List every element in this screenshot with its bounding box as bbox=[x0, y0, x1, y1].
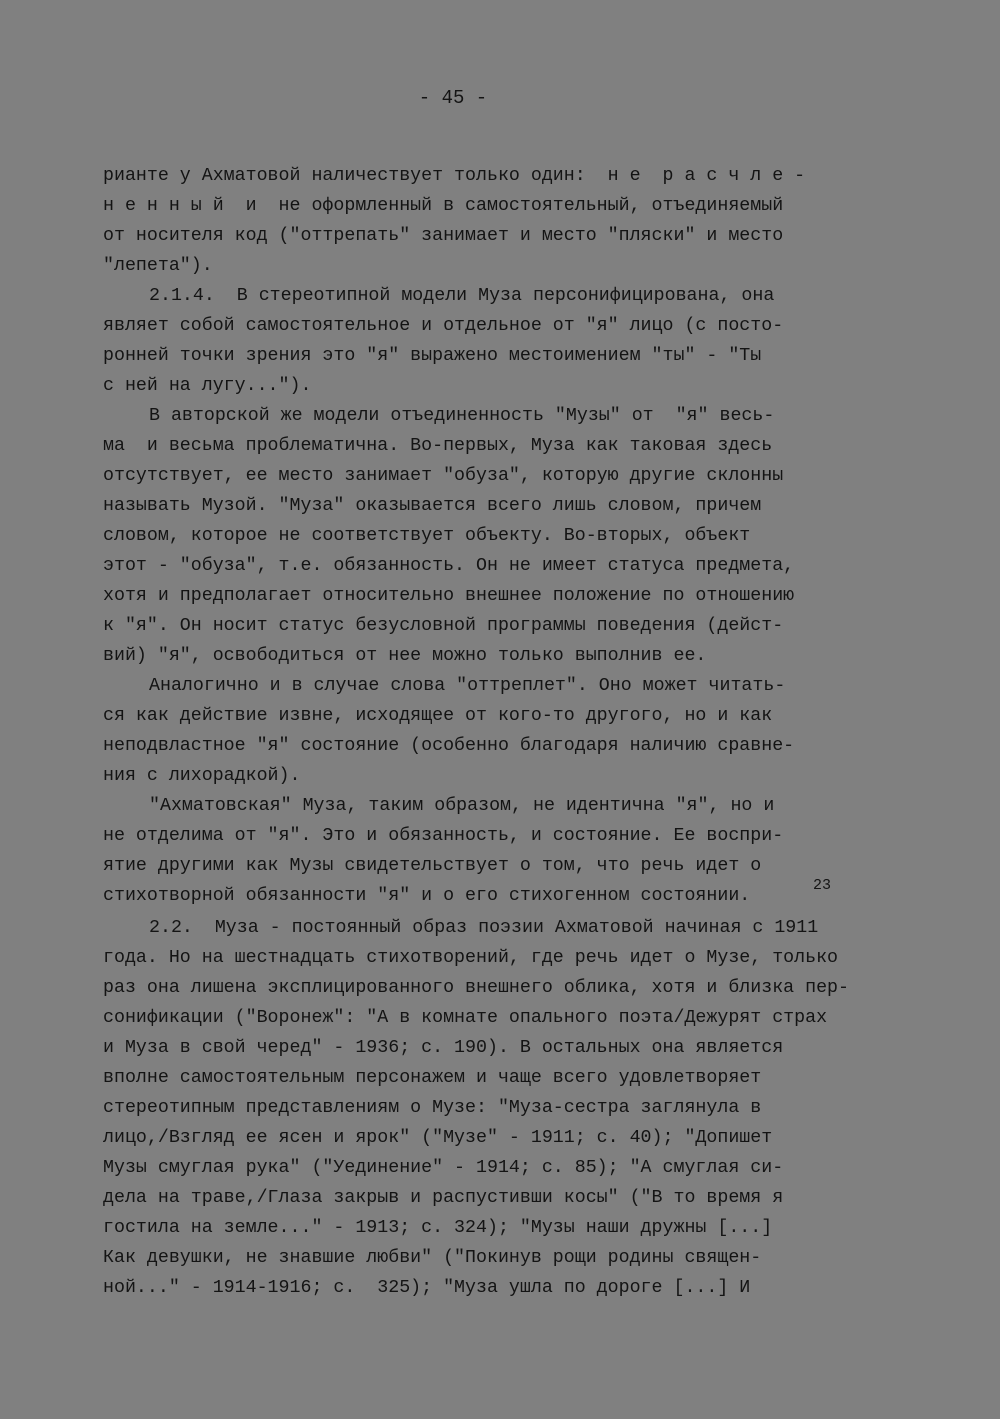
text-line: В авторской же модели отъединенность "Музы" от "я" весь- bbox=[149, 406, 775, 426]
text-line: 2.2. Муза - постоянный образ поэзии Ахматовой начиная с 1911 bbox=[149, 918, 819, 938]
text-line: от носителя код ("оттрепать" занимает и место "пляски" и место bbox=[103, 226, 784, 246]
text-line: к "я". Он носит статус безусловной программы поведения (дейст- bbox=[103, 616, 784, 636]
text-line: стереотипным представлениям о Музе: "Муза-сестра заглянула в bbox=[103, 1098, 762, 1118]
text-line: отсутствует, ее место занимает "обуза", которую другие склонны bbox=[103, 466, 784, 486]
text-line: хотя и предполагает относительно внешнее положение по отношению bbox=[103, 586, 795, 606]
text-line: 2.1.4. В стереотипной модели Муза персонифицирована, она bbox=[149, 286, 775, 306]
text-line: Аналогично и в случае слова "оттреплет". Оно может читать- bbox=[149, 676, 786, 696]
text-line: н е н н ы й и не оформленный в самостоятельный, отъединяемый bbox=[103, 196, 784, 216]
text-line: гостила на земле..." - 1913; с. 324); "Музы наши дружны [...] bbox=[103, 1218, 773, 1238]
text-line: ма и весьма проблематична. Во-первых, Муза как таковая здесь bbox=[103, 436, 773, 456]
text-line: сонификации ("Воронеж": "А в комнате опального поэта/Дежурят страх bbox=[103, 1008, 828, 1028]
text-line: дела на траве,/Глаза закрыв и распустивши косы" ("В то время я bbox=[103, 1188, 784, 1208]
footnote-marker: 23 bbox=[813, 877, 832, 894]
text-line: раз она лишена эксплицированного внешнего облика, хотя и близка пер- bbox=[103, 978, 849, 998]
text-line: ронней точки зрения это "я" выражено местоимением "ты" - "Ты bbox=[103, 346, 762, 366]
text-line: "лепета"). bbox=[103, 256, 213, 276]
text-line: являет собой самостоятельное и отдельное от "я" лицо (с посто- bbox=[103, 316, 784, 336]
text-line: года. Но на шестнадцать стихотворений, где речь идет о Музе, только bbox=[103, 948, 839, 968]
text-line: Как девушки, не знавшие любви" ("Покинув рощи родины священ- bbox=[103, 1248, 762, 1268]
text-line: вполне самостоятельным персонажем и чаще всего удовлетворяет bbox=[103, 1068, 762, 1088]
text-line: стихотворной обязанности "я" и о его стихогенном состоянии. bbox=[103, 886, 751, 906]
page-number: - 45 - bbox=[418, 87, 488, 109]
text-line: рианте у Ахматовой наличествует только один: н е р а с ч л е - bbox=[103, 166, 806, 186]
text-line: и Муза в свой черед" - 1936; с. 190). В остальных она является bbox=[103, 1038, 784, 1058]
text-line: ся как действие извне, исходящее от кого-то другого, но и как bbox=[103, 706, 773, 726]
text-line: неподвластное "я" состояние (особенно благодаря наличию сравне- bbox=[103, 736, 795, 756]
text-line: ния с лихорадкой). bbox=[103, 766, 301, 786]
text-line: словом, которое не соответствует объекту. Во-вторых, объект bbox=[103, 526, 751, 546]
text-line: "Ахматовская" Муза, таким образом, не идентична "я", но и bbox=[149, 796, 775, 816]
text-line: Музы смуглая рука" ("Уединение" - 1914; с. 85); "А смуглая си- bbox=[103, 1158, 784, 1178]
text-line: не отделима от "я". Это и обязанность, и состояние. Ее воспри- bbox=[103, 826, 784, 846]
text-line: вий) "я", освободиться от нее можно только выполнив ее. bbox=[103, 646, 707, 666]
text-line: лицо,/Взгляд ее ясен и ярок" ("Музе" - 1911; с. 40); "Допишет bbox=[103, 1128, 773, 1148]
text-line: ной..." - 1914-1916; с. 325); "Муза ушла по дороге [...] И bbox=[103, 1278, 751, 1298]
text-line: этот - "обуза", т.е. обязанность. Он не имеет статуса предмета, bbox=[103, 556, 795, 576]
text-line: называть Музой. "Муза" оказывается всего лишь словом, причем bbox=[103, 496, 762, 516]
text-line: ятие другими как Музы свидетельствует о том, что речь идет о bbox=[103, 856, 762, 876]
text-line: с ней на лугу..."). bbox=[103, 376, 312, 396]
